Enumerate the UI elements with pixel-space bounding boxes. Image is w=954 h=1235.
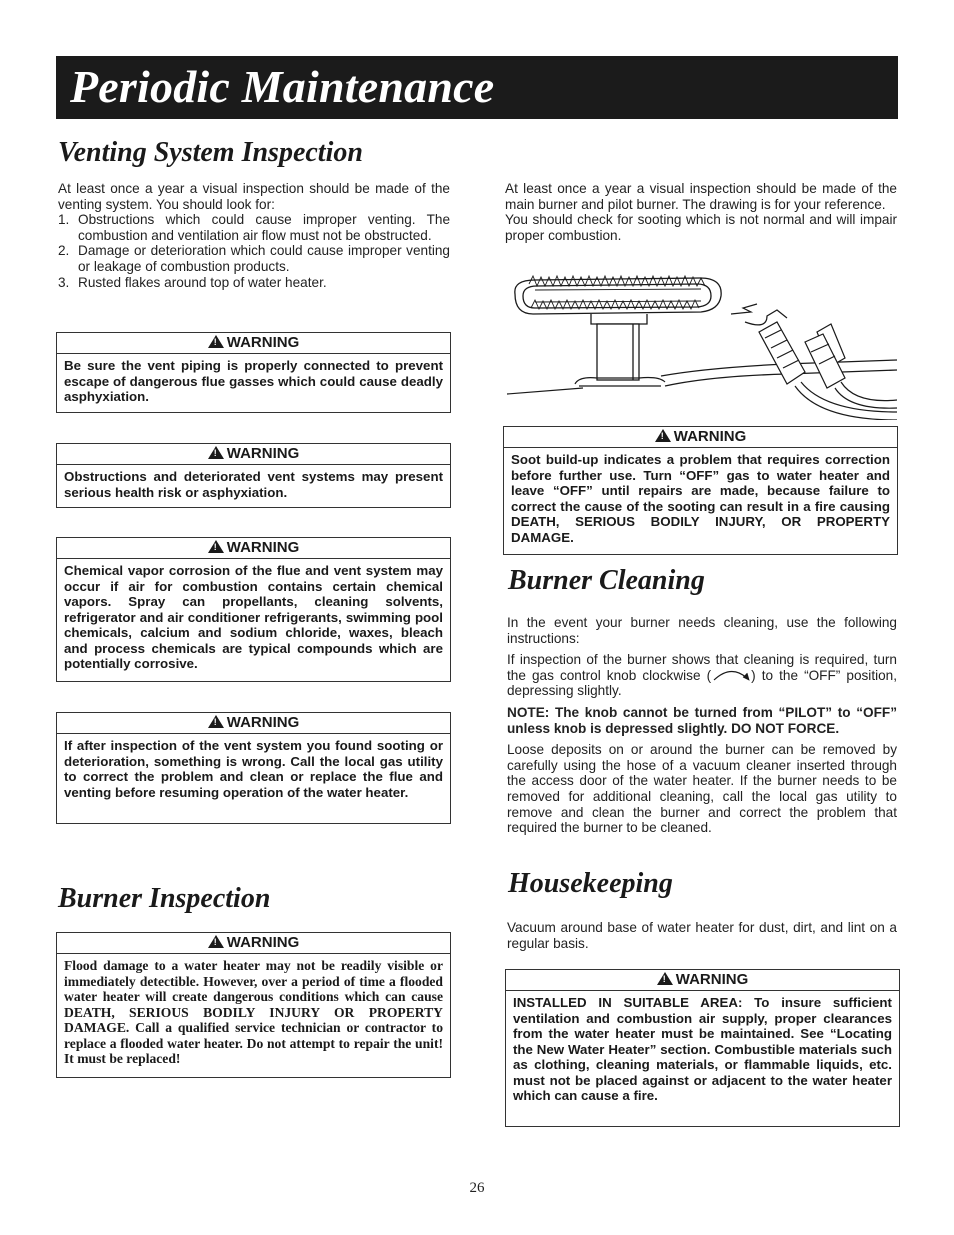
- list-item: 3. Rusted flakes around top of water heater.: [58, 274, 327, 290]
- warning-soot-buildup: [503, 426, 898, 555]
- warning-header: !WARNING: [504, 427, 897, 448]
- burner-illustration: [505, 272, 897, 420]
- clockwise-arrow-icon: [711, 668, 751, 682]
- page-number: 26: [469, 1180, 485, 1196]
- warning-vent-piping: [56, 332, 451, 413]
- warning-text: Be sure the vent piping is properly connected to prevent escape of dangerous flue gasses which could cause deadly asphyxiation.: [64, 358, 443, 404]
- warning-header: !WARNING: [57, 933, 450, 954]
- venting-checklist: [58, 212, 450, 290]
- page-title: Periodic Maintenance: [70, 61, 495, 112]
- burner-inspection-para2: You should check for sooting which is not normal and will impair proper combustion.: [505, 212, 897, 243]
- warning-text: INSTALLED IN SUITABLE AREA: To insure sufficient ventilation and combustion air supply, proper clearances from the water heater must be maintained. See “Locating the New Water Heater” section. Combustible materials such as clothing, cleaning materials, or flammable liquids, etc. must not be placed against or adjacent to the water heater which can cause a fire.: [513, 995, 892, 1103]
- warning-triangle-icon: [208, 446, 224, 459]
- warning-triangle-icon: [657, 972, 673, 985]
- title-banner: [56, 56, 898, 119]
- warning-sooting-vent: [56, 712, 451, 824]
- warning-installed-area: [505, 969, 900, 1127]
- warning-text: Flood damage to a water heater may not be readily visible or immediately detectible. However, over a period of time a flooded water heater will create dangerous conditions which can cause DEATH, SERIOUS BODILY INJURY OR PROPERTY DAMAGE. Call a qualified service technician or contractor to replace a flooded water heater. Do not attempt to repair the unit! It must be replaced!: [64, 958, 443, 1066]
- warning-obstructions: [56, 443, 451, 508]
- warning-text: Soot build-up indicates a problem that requires correction before further use. Turn “OFF” gas to water heater and leave “OFF” until repairs are made, because failure to correct the cause of the sooting can result in a fire causing DEATH, SERIOUS BODILY INJURY, OR PROPERTY DAMAGE.: [511, 452, 890, 545]
- burner-cleaning-note: NOTE: The knob cannot be turned from “PILOT” to “OFF” unless knob is depressed slightly. DO NOT FORCE.: [507, 704, 897, 736]
- warning-text: If after inspection of the vent system you found sooting or deterioration, something is wrong. Call the local gas utility to correct the problem and clean or replace the flue and venting before resuming operation of the water heater.: [64, 738, 443, 800]
- warning-header: !WARNING: [506, 970, 899, 991]
- warning-flood: [56, 932, 451, 1078]
- warning-header: !WARNING: [57, 444, 450, 465]
- list-item: 2. Damage or deterioration which could cause improper venting or leakage of combustion products.: [58, 243, 450, 274]
- venting-section: [58, 181, 450, 290]
- burner-inspection-text: [505, 181, 897, 243]
- warning-triangle-icon: [208, 715, 224, 728]
- warning-triangle-icon: [208, 335, 224, 348]
- warning-triangle-icon: [208, 540, 224, 553]
- burner-inspection-heading: Burner Inspection: [58, 883, 271, 914]
- venting-heading: Venting System Inspection: [58, 137, 363, 168]
- warning-header: !WARNING: [57, 333, 450, 354]
- housekeeping-heading: Housekeeping: [508, 868, 673, 899]
- warning-text: Chemical vapor corrosion of the flue and vent system may occur if air for combustion contains certain chemical vapors. Spray can propellants, cleaning solvents, refrigerator and air conditioner refrigerants, swimming pool chemicals, calcium and sodium chloride, waxes, bleach and process chemicals are typical compounds which are potentially corrosive.: [64, 563, 443, 671]
- housekeeping-para: Vacuum around base of water heater for dust, dirt, and lint on a regular basis.: [507, 920, 897, 951]
- burner-cleaning-text: [507, 615, 897, 836]
- burner-cleaning-heading: Burner Cleaning: [508, 565, 705, 596]
- burner-cleaning-para1: In the event your burner needs cleaning, use the following instructions:: [507, 615, 897, 646]
- warning-header: !WARNING: [57, 713, 450, 734]
- housekeeping-text: [507, 920, 897, 951]
- warning-chemical-vapor: [56, 537, 451, 682]
- venting-intro: At least once a year a visual inspection should be made of the venting system. You should look for:: [58, 181, 450, 212]
- list-item: 1. Obstructions which could cause improper venting. The combustion and ventilation air flow must not be obstructed.: [58, 212, 450, 243]
- burner-cleaning-para2: If inspection of the burner shows that cleaning is required, turn the gas control knob clockwise ( ) to the “OFF” position, depressing slightly.: [507, 652, 898, 699]
- warning-text: Obstructions and deteriorated vent systems may present serious health risk or asphyxiation.: [64, 469, 443, 500]
- warning-triangle-icon: [208, 935, 224, 948]
- burner-cleaning-para3: Loose deposits on or around the burner can be removed by carefully using the hose of a vacuum cleaner inserted through the access door of the water heater. If the burner needs to be removed for additional cleaning, call the local gas utility to remove and clean the burner and correct the problem that required the burner to be cleaned.: [507, 742, 897, 836]
- warning-header: !WARNING: [57, 538, 450, 559]
- warning-triangle-icon: [655, 429, 671, 442]
- burner-inspection-para1: At least once a year a visual inspection should be made of the main burner and pilot burner. The drawing is for your reference.: [505, 181, 897, 212]
